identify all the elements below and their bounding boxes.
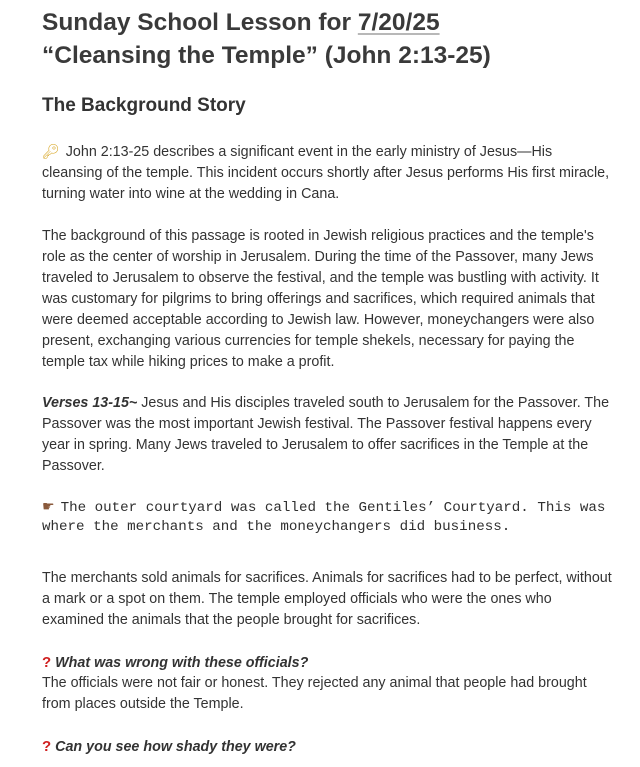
title-line-1	[42, 6, 622, 39]
background-paragraph: The background of this passage is rooted in Jewish religious practices and the temple's role as the center of worship in Jerusalem. During the time of the Passover, many Jews traveled to Jerusalem to observe the festival, and the temple was bustling with activity. It was customary for pilgrims to bring offerings and sacrifices, which required animals that were deemed acceptable according to Jewish law. However, moneychangers were also present, exchanging various currencies for temple shekels, necessary for paying the temple tax while hiking prices to make a profit.	[42, 228, 599, 370]
key-icon: 🔑︎	[42, 144, 60, 160]
question-2-text: Can you see how shady they were?	[55, 739, 296, 755]
title-prefix: Sunday School Lesson for	[42, 9, 358, 36]
merchants-paragraph: The merchants sold animals for sacrifices. Animals for sacrifices had to be perfect, without a mark or a spot on them. The temple employed officials who were the ones who examined the animals that the people brought for sacrifices.	[42, 570, 612, 628]
intro-text: John 2:13-25 describes a significant event in the early ministry of Jesus—His cleansing of the temple. This incident occurs shortly after Jesus performs His first miracle, turning water into wine at the wedding in Cana.	[42, 144, 610, 202]
question-mark-icon: ?	[42, 654, 52, 671]
verses-label: Verses 13-15~	[42, 395, 138, 411]
courtyard-note-text: The outer courtyard was called the Gentiles’ Courtyard. This was where the merchants and the moneychangers did business.	[42, 500, 614, 535]
question-2	[42, 736, 616, 758]
courtyard-note	[42, 498, 622, 536]
verses-text: Jesus and His disciples traveled south to Jerusalem for the Passover. The Passover was the most important Jewish festival. The Passover festival happens every year in spring. Many Jews traveled to Jerusalem to offer sacrifices in the Temple at the Passover.	[42, 395, 610, 474]
question-mark-icon: ?	[42, 738, 52, 755]
question-1	[42, 652, 616, 674]
title-date-link[interactable]: 7/20/25	[357, 9, 440, 36]
section-heading: The Background Story	[42, 95, 246, 116]
title-line-2: “Cleansing the Temple” (John 2:13-25)	[42, 42, 491, 69]
verses-paragraph	[42, 393, 616, 477]
pointing-hand-icon: ☛	[42, 499, 55, 515]
answer-1: The officials were not fair or honest. They rejected any animal that people had brought from places outside the Temple.	[42, 675, 587, 712]
lesson-title	[42, 6, 622, 72]
question-1-text: What was wrong with these officials?	[55, 655, 309, 671]
intro-paragraph	[42, 142, 616, 205]
